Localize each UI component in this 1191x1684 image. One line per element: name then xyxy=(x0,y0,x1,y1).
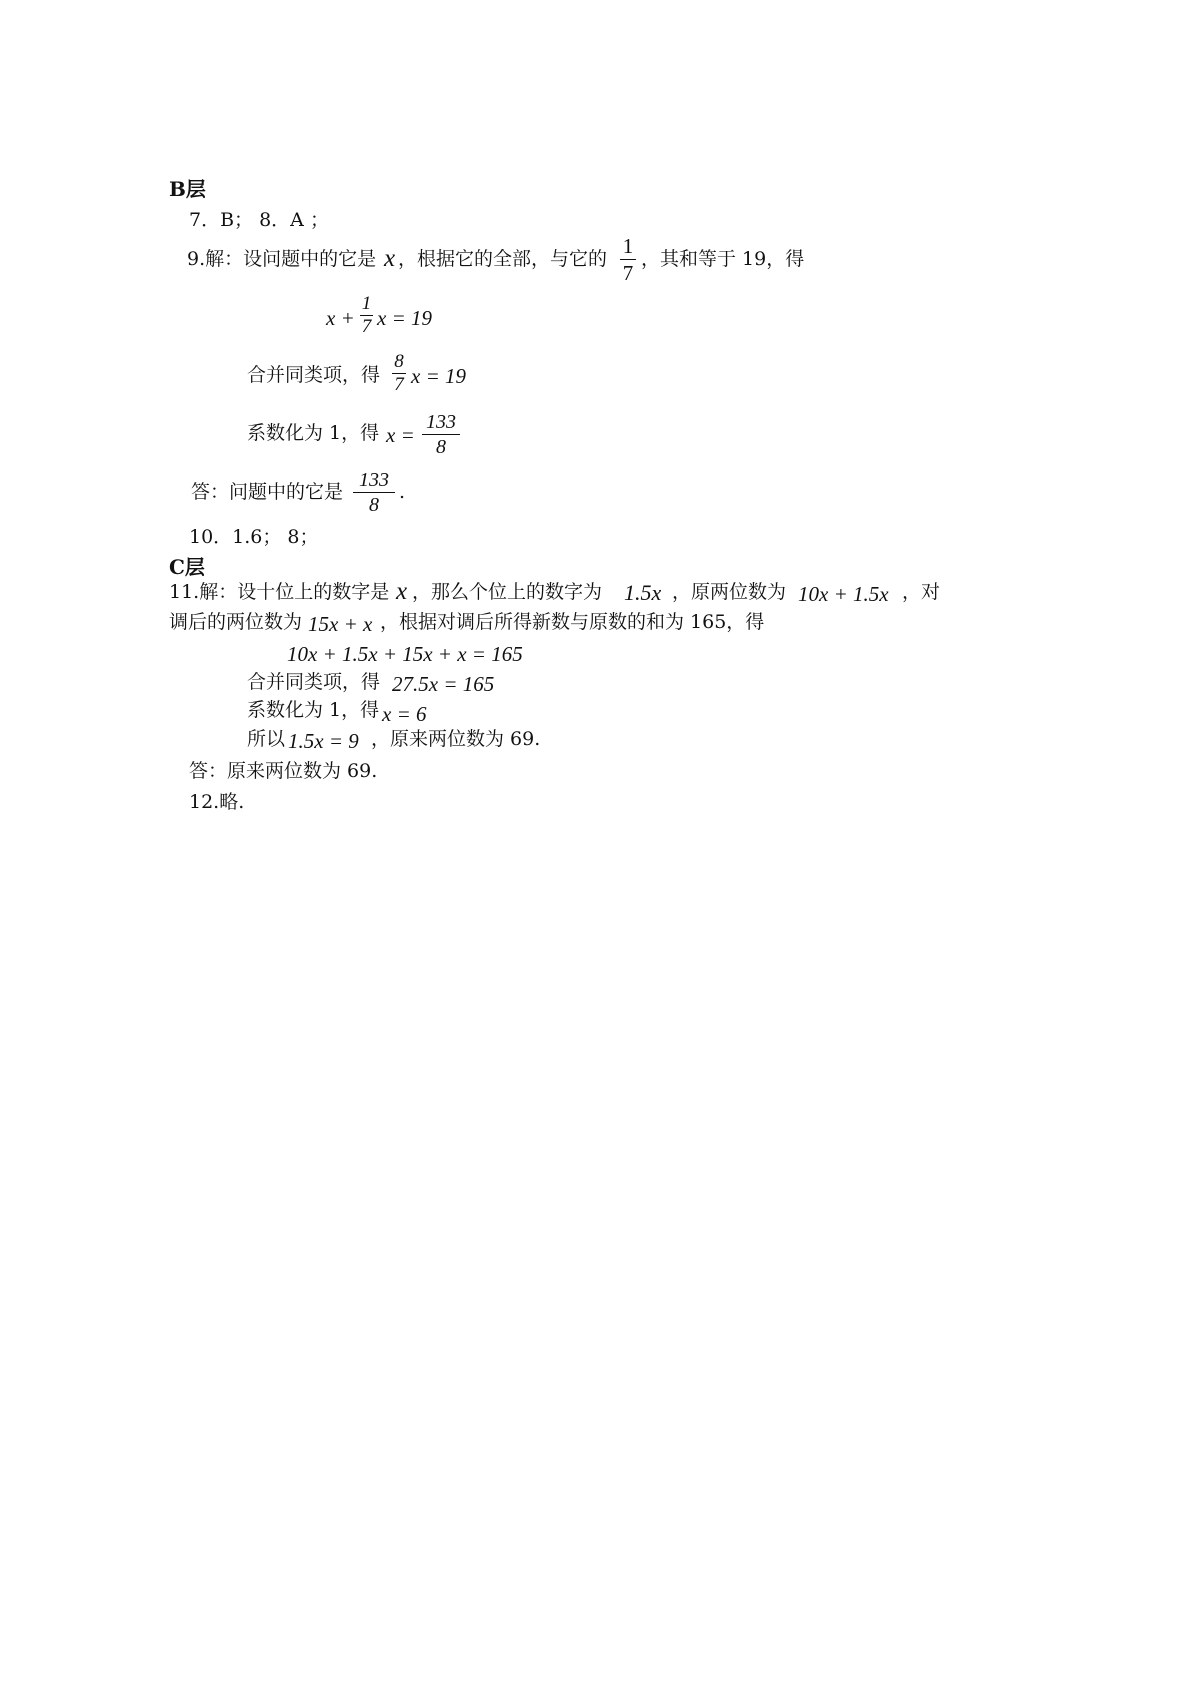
q9-step2-fraction xyxy=(422,411,460,458)
q9-step2-label: 系数化为 1，得 xyxy=(247,422,380,444)
q9-step1-right: x = 19 xyxy=(411,364,466,388)
q11-line1-mid2: ，原两位数为 xyxy=(672,581,787,603)
section-b-heading: B层 xyxy=(169,177,206,201)
fraction-bar xyxy=(353,492,395,493)
q9-answer-denominator: 8 xyxy=(369,494,379,516)
answer-12: 12.略. xyxy=(189,791,245,813)
q9-step2-numerator: 133 xyxy=(426,411,456,433)
q9-step2-denominator: 8 xyxy=(436,436,446,458)
q9-fraction-numerator: 1 xyxy=(622,234,634,258)
q9-intro-lead: 9.解：设问题中的它是 xyxy=(187,248,377,270)
q11-step3-equation: 1.5x = 9 xyxy=(288,729,359,753)
q9-step1-denominator: 7 xyxy=(394,374,404,395)
q9-step1-numerator: 8 xyxy=(394,351,404,372)
q9-intro-tail: ，其和等于 19，得 xyxy=(641,248,805,270)
q11-equation: 10x + 1.5x + 15x + x = 165 xyxy=(287,642,523,666)
q11-step3-lead: 所以 xyxy=(247,728,286,750)
answers-7-8: 7．B； 8．A ； xyxy=(189,209,329,231)
fraction-bar xyxy=(422,434,460,435)
q11-line1-mid: ，那么个位上的数字为 xyxy=(412,581,603,603)
q9-equation-numerator: 1 xyxy=(361,293,372,314)
q9-equation-left: x + xyxy=(326,306,355,330)
q11-line2-tail: ，根据对调后所得新数与原数的和为 165，得 xyxy=(380,611,765,633)
q9-answer-fraction xyxy=(353,469,395,516)
fraction-bar xyxy=(620,259,636,260)
q11-original-number-expr: 10x + 1.5x xyxy=(798,582,889,606)
q11-units-digit-expr: 1.5x xyxy=(624,580,662,605)
q9-step2-left: x = xyxy=(386,423,415,447)
q11-step3-tail: ，原来两位数为 69. xyxy=(371,728,541,750)
q9-fraction-denominator: 7 xyxy=(622,261,634,285)
q11-line2-lead: 调后的两位数为 xyxy=(169,611,303,633)
q9-equation-fraction xyxy=(360,294,373,337)
q9-answer-period: . xyxy=(399,481,406,503)
q11-step1-equation: 27.5x = 165 xyxy=(392,672,495,696)
q9-equation-right: x = 19 xyxy=(377,306,432,330)
section-c-heading: C层 xyxy=(169,555,205,579)
q9-fraction-one-seventh xyxy=(620,234,636,285)
q11-answer: 答：原来两位数为 69. xyxy=(189,760,378,782)
q11-step2-equation: x = 6 xyxy=(382,702,427,726)
q11-swapped-number-expr: 15x + x xyxy=(308,612,373,636)
q9-answer-label: 答：问题中的它是 xyxy=(191,481,344,503)
q11-step1-label: 合并同类项，得 xyxy=(247,671,381,693)
q9-equation-denominator: 7 xyxy=(361,316,372,337)
q11-line1-lead: 11.解：设十位上的数字是 xyxy=(169,581,390,603)
q9-answer-numerator: 133 xyxy=(359,469,389,491)
q11-line1-end: ，对 xyxy=(902,581,941,603)
q9-step1-label: 合并同类项，得 xyxy=(247,364,381,386)
answer-10: 10．1.6； 8； xyxy=(189,526,319,548)
q11-step2-label: 系数化为 1，得 xyxy=(247,699,380,721)
q11-variable: x xyxy=(396,578,408,605)
q9-step1-fraction xyxy=(392,352,406,395)
q9-intro-mid: ，根据它的全部，与它的 xyxy=(398,248,608,270)
q9-variable: x xyxy=(384,245,396,272)
